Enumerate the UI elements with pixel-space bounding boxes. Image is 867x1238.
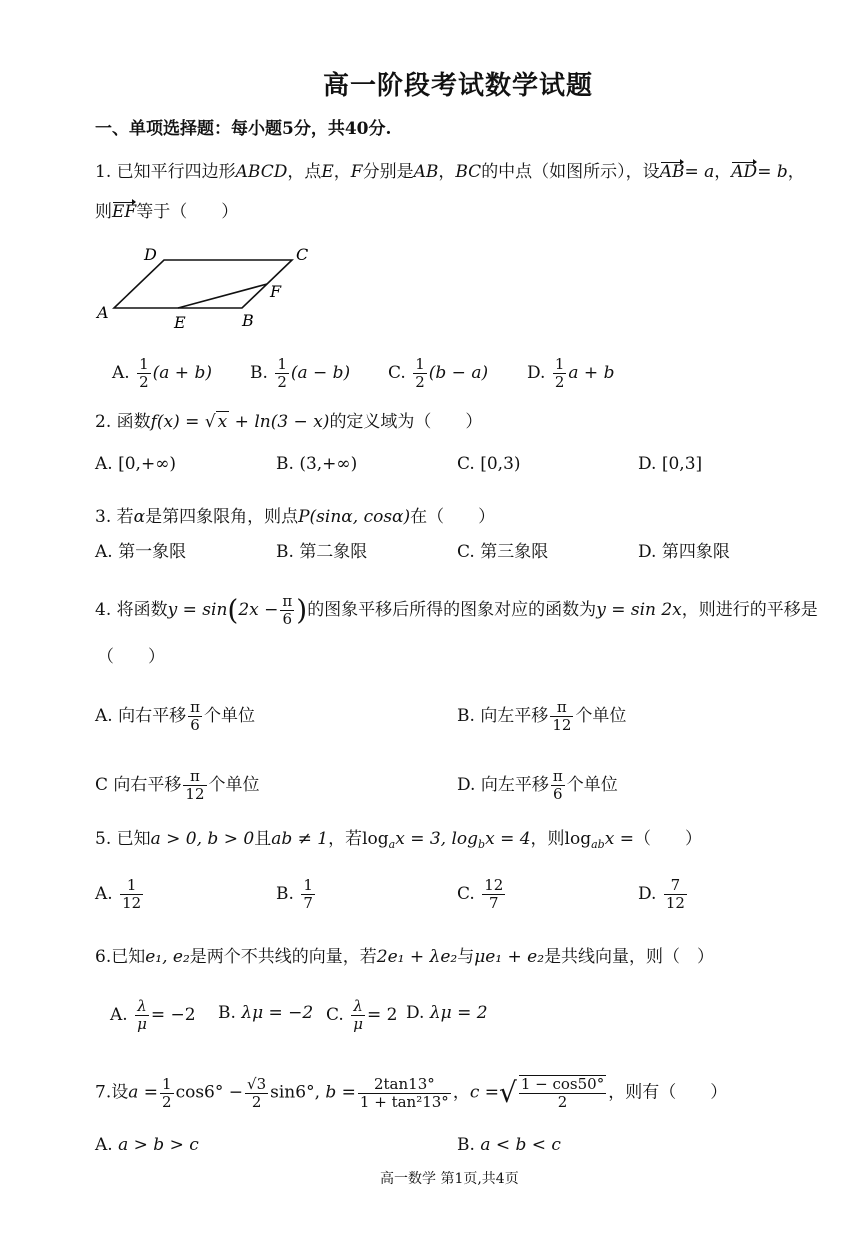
q6-option-b[interactable]: B. λμ = −2 (218, 1003, 314, 1023)
q5-option-d[interactable]: D. $\frac{7}{12}$ (638, 876, 685, 912)
label-b: B (242, 311, 254, 330)
vector-ab: AB (659, 162, 685, 182)
parallelogram-figure (92, 240, 322, 335)
q4-option-b[interactable]: B. 向左平移 $\frac{\pi}{12}$ 个单位 (457, 698, 627, 734)
question-1-line-2: 则EF等于（ ） (95, 202, 239, 222)
label-c: C (296, 245, 309, 264)
page-title: 高一阶段考试数学试题 (323, 71, 594, 101)
vector-ad: AD (731, 162, 758, 182)
question-4-line-1: 4. 将函数y = sin(2x − $\frac{\pi}{6}$ )的图象平移后所得的图象对应的函数为y = sin 2x，则进行的平移是 (95, 592, 818, 628)
q5-option-a[interactable]: A. $\frac{1}{12}$ (95, 876, 142, 912)
q4-option-d[interactable]: D. 向左平移 $\frac{\pi}{6}$ 个单位 (457, 767, 618, 803)
vector-ef: EF (112, 202, 137, 222)
question-1-line-1: 1. 已知平行四边形ABCD，点E，F分别是AB，BC的中点（如图所示），设AB= a，AD= b， (95, 162, 805, 182)
q2-option-c[interactable]: C. [0,3) (457, 454, 521, 474)
q1-option-d[interactable]: D. $\frac{1}{2}$ a + b (527, 355, 615, 391)
q6-option-c[interactable]: C. $\frac{\lambda}{\mu}$ = 2 (326, 997, 398, 1033)
q2-option-a[interactable]: A. [0,+∞) (95, 454, 176, 474)
q1-option-b[interactable]: B. $\frac{1}{2}$ (a − b) (250, 355, 351, 391)
question-3: 3. 若α是第四象限角，则点P(sinα, cosα)在（ ） (95, 507, 496, 527)
q3-option-c[interactable]: C. 第三象限 (457, 542, 549, 562)
question-7: 7.设a = $\frac{1}{2}$ cos6° − $\frac{√3}{2}$ sin6°, b = $\frac{2\tan 13^\circ}{\text{1 + tan²13°}}$ ，c =√ $\frac{1 - \cos 50^\circ}{2}$ ，则有（ ） (95, 1074, 728, 1111)
q5-option-c[interactable]: C. $\frac{12}{7}$ (457, 876, 504, 912)
question-4-blank: （ ） (97, 647, 165, 667)
q7-option-a[interactable]: A. a > b > c (95, 1135, 199, 1155)
label-f: F (270, 282, 282, 301)
question-6: 6.已知e₁, e₂是两个不共线的向量，若2e₁ + λe₂与μe₁ + e₂是共线向量，则（ ） (95, 947, 715, 967)
q3-option-a[interactable]: A. 第一象限 (95, 542, 187, 562)
label-a: A (97, 303, 109, 322)
page-footer: 高一数学 第1页,共4页 (380, 1171, 519, 1187)
label-d: D (144, 245, 157, 264)
q7-option-b[interactable]: B. a < b < c (457, 1135, 561, 1155)
q4-option-a[interactable]: A. 向右平移 $\frac{\pi}{6}$ 个单位 (95, 698, 255, 734)
label-e: E (174, 313, 186, 332)
section-heading: 一、单项选择题：每小题5分，共40分. (95, 119, 392, 139)
q1-option-c[interactable]: C. $\frac{1}{2}$ (b − a) (388, 355, 489, 391)
question-2: 2. 函数f(x) = √ x + ln(3 − x)的定义域为（ ） (95, 412, 483, 432)
q4-option-c[interactable]: C 向右平移 $\frac{\pi}{12}$ 个单位 (95, 767, 260, 803)
q3-option-b[interactable]: B. 第二象限 (276, 542, 368, 562)
q2-option-b[interactable]: B. (3,+∞) (276, 454, 358, 474)
q3-option-d[interactable]: D. 第四象限 (638, 542, 730, 562)
question-5: 5. 已知a > 0, b > 0且ab ≠ 1，若$\log_ax = 3$, $\log_bx = 4$，则$\log_{ab}x$ =（ ） (95, 829, 702, 851)
q2-option-d[interactable]: D. [0,3] (638, 454, 703, 474)
q6-option-a[interactable]: A. $\frac{\lambda}{\mu}$ = −2 (110, 997, 196, 1033)
q5-option-b[interactable]: B. $\frac{1}{7}$ (276, 876, 313, 912)
q6-option-d[interactable]: D. λμ = 2 (406, 1003, 488, 1023)
q1-option-a[interactable]: A. $\frac{1}{2}$ (a + b) (112, 355, 212, 391)
